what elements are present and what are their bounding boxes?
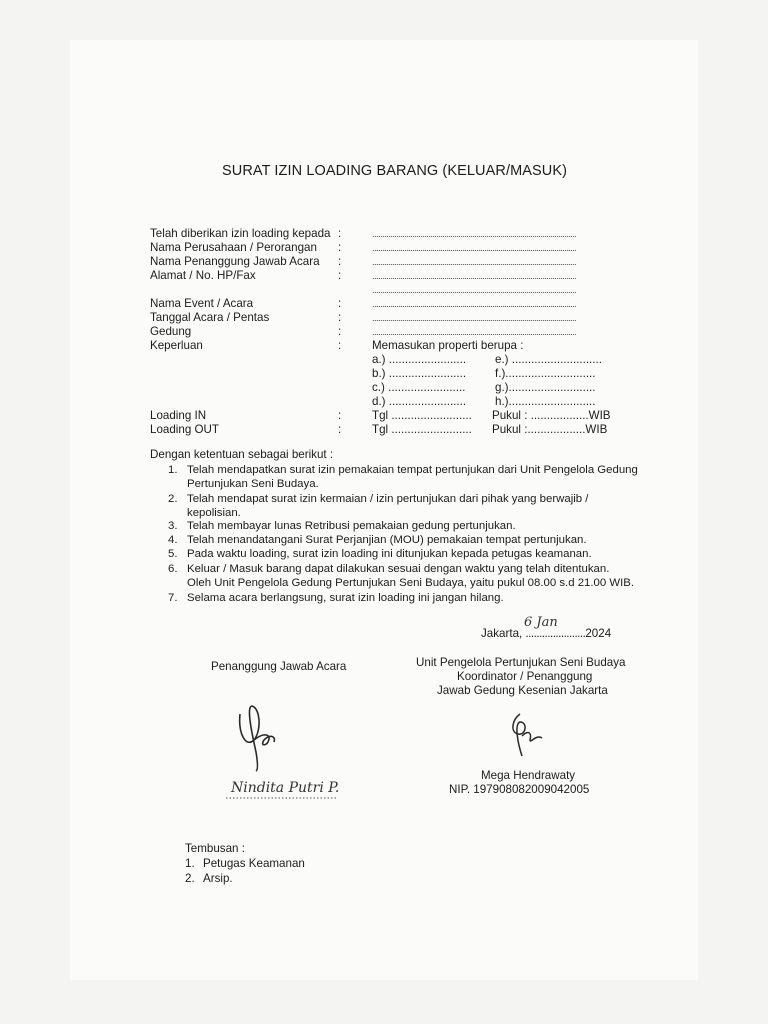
ketentuan-number: 5. — [168, 548, 178, 560]
ketentuan-number: 1. — [168, 464, 178, 476]
ketentuan-text: Telah membayar lunas Retribusi pemakaian gedung pertunjukan. — [187, 520, 516, 532]
left-signature-graphic — [232, 700, 282, 772]
field-label: Nama Penanggung Jawab Acara — [150, 255, 320, 268]
field-dotline: ...................................................................................................... — [372, 285, 577, 295]
field-dotline: ...................................................................................................... — [372, 313, 577, 323]
field-dotline: ...................................................................................................... — [372, 257, 577, 267]
field-colon: : — [338, 241, 342, 254]
property-item-left: b.) ........................ — [372, 367, 467, 380]
ketentuan-number: 2. — [168, 493, 178, 505]
property-item-right: h.)........................... — [495, 395, 596, 408]
field-label: Telah diberikan izin loading kepada — [150, 227, 331, 240]
ketentuan-text: Pertunjukan Seni Budaya. — [187, 478, 319, 490]
field-label: Gedung — [150, 325, 192, 338]
ketentuan-number: 3. — [168, 520, 178, 532]
property-item-right: e.) ............................ — [495, 353, 602, 366]
ketentuan-intro: Dengan ketentuan sebagai berikut : — [150, 448, 334, 461]
left-sign-underline — [226, 796, 336, 800]
field-dotline: ...................................................................................................... — [372, 271, 577, 281]
date-dots: ...................... — [525, 627, 586, 640]
property-item-left: d.) ........................ — [372, 395, 467, 408]
loading-time: Pukul :..................WIB — [492, 423, 608, 436]
right-signature-graphic — [506, 710, 548, 760]
property-item-left: a.) ........................ — [372, 353, 467, 366]
left-sign-name: Nindita Putri P. — [231, 780, 340, 796]
ketentuan-text: Oleh Unit Pengelola Gedung Pertunjukan Seni Budaya, yaitu pukul 08.00 s.d 21.00 WIB. — [187, 577, 635, 589]
keperluan-heading: Memasukan properti berupa : — [372, 339, 524, 352]
right-sign-title-line: Jawab Gedung Kesenian Jakarta — [437, 684, 608, 697]
ketentuan-text: Pada waktu loading, surat izin loading ini ditunjukan kepada petugas keamanan. — [187, 548, 592, 560]
field-colon: : — [338, 269, 342, 282]
loading-date: Tgl ......................... — [372, 423, 472, 436]
ketentuan-text: Selama acara berlangsung, surat izin loading ini jangan hilang. — [187, 592, 504, 604]
ketentuan-text: Telah mendapatkan surat izin pemakaian tempat pertunjukan dari Unit Pengelola Gedung — [187, 464, 638, 476]
loading-time: Pukul : ..................WIB — [492, 409, 611, 422]
field-label: Keperluan — [150, 339, 203, 352]
property-item-right: f.)............................ — [495, 367, 596, 380]
tembusan-item: Petugas Keamanan — [203, 857, 305, 870]
right-sign-name: Mega Hendrawaty — [481, 769, 576, 782]
year: 2024 — [585, 627, 612, 640]
right-sign-nip: NIP. 197908082009042005 — [449, 783, 590, 796]
field-dotline: ...................................................................................................... — [372, 327, 577, 337]
ketentuan-number: 6. — [168, 563, 178, 575]
tembusan-heading: Tembusan : — [185, 842, 245, 855]
field-label: Nama Perusahaan / Perorangan — [150, 241, 317, 254]
property-item-right: g.)........................... — [495, 381, 596, 394]
tembusan-item: Arsip. — [203, 872, 233, 885]
document-title: SURAT IZIN LOADING BARANG (KELUAR/MASUK) — [222, 163, 568, 179]
loading-colon: : — [338, 409, 342, 422]
tembusan-number: 2. — [185, 872, 195, 885]
field-colon: : — [338, 297, 342, 310]
field-dotline: ...................................................................................................... — [372, 299, 577, 309]
right-sign-title-line: Unit Pengelola Pertunjukan Seni Budaya — [416, 656, 626, 669]
left-sign-role: Penanggung Jawab Acara — [211, 660, 347, 673]
ketentuan-text: kepolisian. — [187, 507, 241, 519]
field-label: Alamat / No. HP/Fax — [150, 269, 256, 282]
document-sheet — [70, 40, 698, 980]
loading-date: Tgl ......................... — [372, 409, 472, 422]
ketentuan-number: 7. — [168, 592, 178, 604]
ketentuan-text: Telah mendapat surat izin kermaian / izin pertunjukan dari pihak yang berwajib / — [187, 493, 589, 505]
field-colon: : — [338, 325, 342, 338]
field-colon: : — [338, 339, 342, 352]
ketentuan-number: 4. — [168, 534, 178, 546]
tembusan-number: 1. — [185, 857, 195, 870]
property-item-left: c.) ........................ — [372, 381, 466, 394]
loading-label: Loading IN — [150, 409, 207, 422]
handwritten-date: 6 Jan — [524, 615, 558, 630]
field-colon: : — [338, 311, 342, 324]
loading-label: Loading OUT — [150, 423, 219, 436]
place-label: Jakarta, — [481, 627, 523, 640]
field-dotline: ...................................................................................................... — [372, 229, 577, 239]
field-colon: : — [338, 227, 342, 240]
field-label: Tanggal Acara / Pentas — [150, 311, 270, 324]
field-dotline: ...................................................................................................... — [372, 243, 577, 253]
ketentuan-text: Telah menandatangani Surat Perjanjian (MOU) pemakaian tempat pertunjukan. — [187, 534, 587, 546]
field-colon: : — [338, 255, 342, 268]
right-sign-title-line: Koordinator / Penanggung — [457, 670, 593, 683]
ketentuan-text: Keluar / Masuk barang dapat dilakukan sesuai dengan waktu yang telah ditentukan. — [187, 563, 610, 575]
loading-colon: : — [338, 423, 342, 436]
field-label: Nama Event / Acara — [150, 297, 254, 310]
